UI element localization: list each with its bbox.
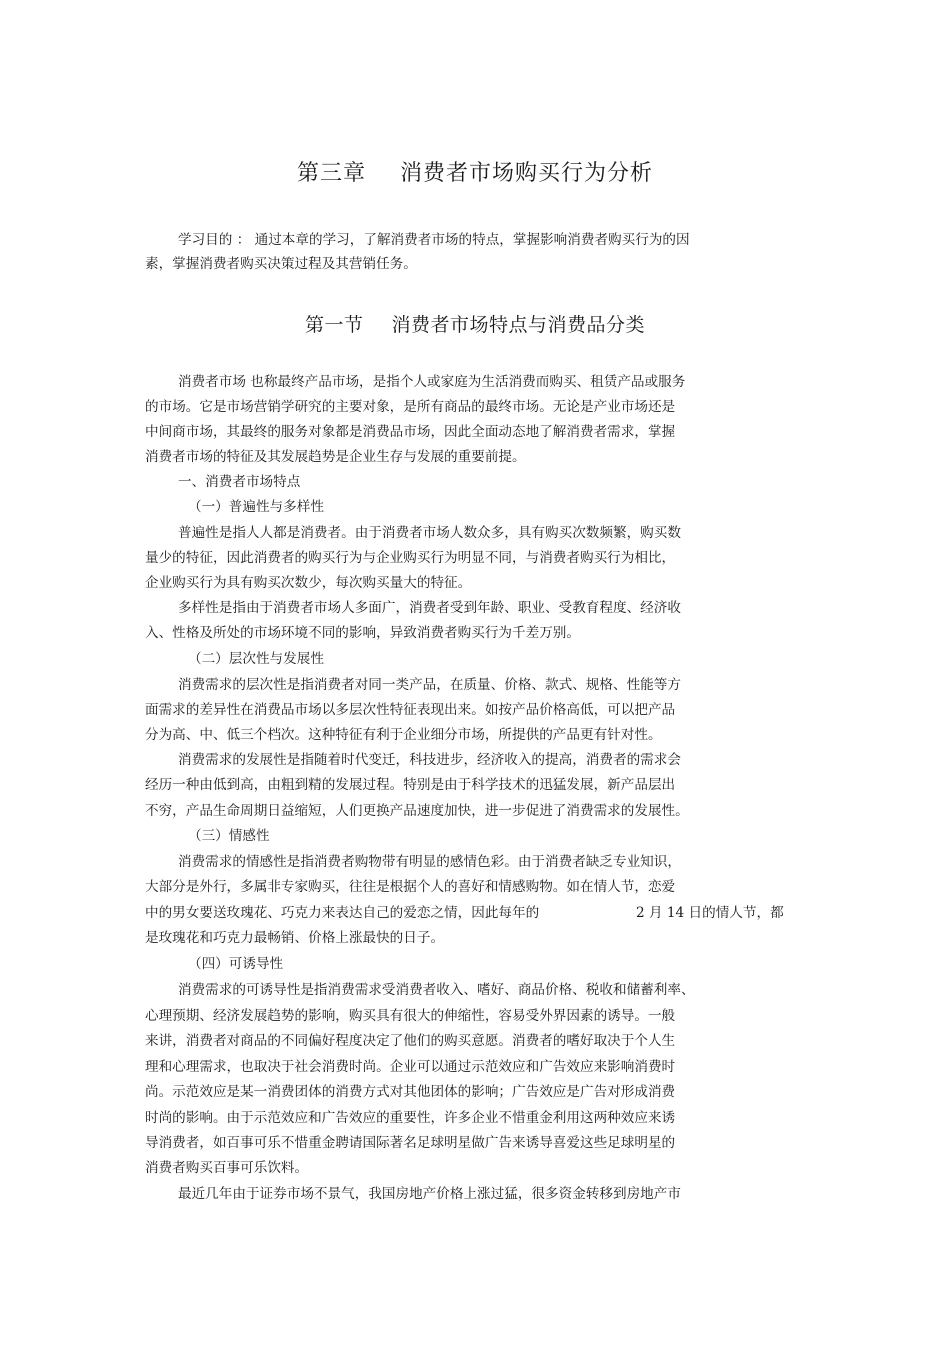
- paragraph-line: 是玫瑰花和巧克力最畅销、价格上涨最快的日子。: [145, 930, 445, 946]
- paragraph-line: 理和心理需求，也取决于社会消费时尚。企业可以通过示范效应和广告效应来影响消费时: [145, 1059, 676, 1075]
- paragraph-line: 入、性格及所处的市场环境不同的影响，异致消费者购买行为千差万别。: [145, 625, 580, 641]
- paragraph-line: 消费需求的可诱导性是指消费需求受消费者收入、嗜好、商品价格、税收和储蓄利率、: [178, 982, 695, 998]
- subheading-emotional: （三）情感性: [188, 828, 270, 844]
- paragraph-line: 消费需求的情感性是指消费者购物带有明显的感情色彩。由于消费者缺乏专业知识，: [178, 854, 681, 870]
- chapter-name: 消费者市场购买行为分析: [400, 161, 654, 186]
- paragraph-line: 最近几年由于证券市场不景气，我国房地产价格上涨过猛，很多资金转移到房地产市: [178, 1186, 681, 1202]
- paragraph-line: 量少的特征，因此消费者的购买行为与企业购买行为明显不同，与消费者购买行为相比，: [145, 550, 676, 566]
- paragraph-line: 导消费者，如百事可乐不惜重金聘请国际著名足球明星做广告来诱导喜爱这些足球明星的: [145, 1135, 676, 1151]
- paragraph-line: 分为高、中、低三个档次。这种特征有利于企业细分市场，所提供的产品更有针对性。: [145, 727, 662, 743]
- paragraph-line: 中间商市场，其最终的服务对象都是消费品市场，因此全面动态地了解消费者需求，掌握: [145, 424, 676, 440]
- objective-line-1: 学习目的 ： 通过本章的学习，了解消费者市场的特点，掌握影响消费者购买行为的因: [178, 232, 690, 248]
- paragraph-line: 来讲，消费者对商品的不同偏好程度决定了他们的购买意愿。消费者的嗜好取决于个人生: [145, 1033, 676, 1049]
- paragraph-line: 中的男女要送玫瑰花、巧克力来表达自己的爱恋之情，因此每年的: [145, 905, 540, 921]
- section-name: 消费者市场特点与消费品分类: [391, 314, 646, 336]
- paragraph-line: 企业购买行为具有购买次数少，每次购买量大的特征。: [145, 575, 472, 591]
- paragraph-line: 尚。示范效应是某一消费团体的消费方式对其他团体的影响；广告效应是广告对形成消费: [145, 1084, 676, 1100]
- paragraph-line: 消费者市场的特征及其发展趋势是企业生存与发展的重要前提。: [145, 449, 526, 465]
- subheading-inducibility: （四）可诱导性: [188, 956, 284, 972]
- paragraph-line: 时尚的影响。由于示范效应和广告效应的重要性，许多企业不惜重金利用这两种效应来诱: [145, 1110, 676, 1126]
- objective-line-2: 素，掌握消费者购买决策过程及其营销任务。: [145, 256, 417, 272]
- paragraph-line: 多样性是指由于消费者市场人多面广，消费者受到年龄、职业、受教育程度、经济收: [178, 600, 681, 616]
- chapter-number: 第三章: [296, 161, 366, 186]
- paragraph-line: 消费需求的发展性是指随着时代变迁，科技进步，经济收入的提高，消费者的需求会: [178, 752, 681, 768]
- subheading-universality: （一）普遍性与多样性: [188, 499, 324, 515]
- paragraph-line: 经历一种由低到高，由粗到精的发展过程。特别是由于科学技术的迅猛发展，新产品层出: [145, 777, 676, 793]
- paragraph-line: 大部分是外行，多属非专家购买，往往是根据个人的喜好和情感购物。如在情人节，恋爱: [145, 879, 676, 895]
- paragraph-line: 的市场。它是市场营销学研究的主要对象，是所有商品的最终市场。无论是产业市场还是: [145, 399, 676, 415]
- paragraph-line: 消费需求的层次性是指消费者对同一类产品，在质量、价格、款式、规格、性能等方: [178, 677, 681, 693]
- section-number: 第一节: [304, 314, 364, 336]
- paragraph-line-date: 2 月 14 日的情人节，都: [636, 905, 784, 921]
- chapter-title: [0, 156, 950, 187]
- heading-market-features: 一、消费者市场特点: [178, 474, 301, 490]
- paragraph-line: 心理预期、经济发展趋势的影响，购买具有很大的伸缩性，容易受外界因素的诱导。一般: [145, 1008, 676, 1024]
- subheading-hierarchy: （二）层次性与发展性: [188, 651, 324, 667]
- paragraph-line: 消费者市场 也称最终产品市场，是指个人或家庭为生活消费而购买、租赁产品或服务: [178, 374, 686, 390]
- paragraph-line: 面需求的差异性在消费品市场以多层次性特征表现出来。如按产品价格高低，可以把产品: [145, 702, 676, 718]
- paragraph-line: 消费者购买百事可乐饮料。: [145, 1160, 309, 1176]
- section-title: [0, 310, 950, 337]
- paragraph-line: 不穷，产品生命周期日益缩短，人们更换产品速度加快，进一步促进了消费需求的发展性。: [145, 803, 689, 819]
- paragraph-line: 普遍性是指人人都是消费者。由于消费者市场人数众多，具有购买次数频繁，购买数: [178, 525, 681, 541]
